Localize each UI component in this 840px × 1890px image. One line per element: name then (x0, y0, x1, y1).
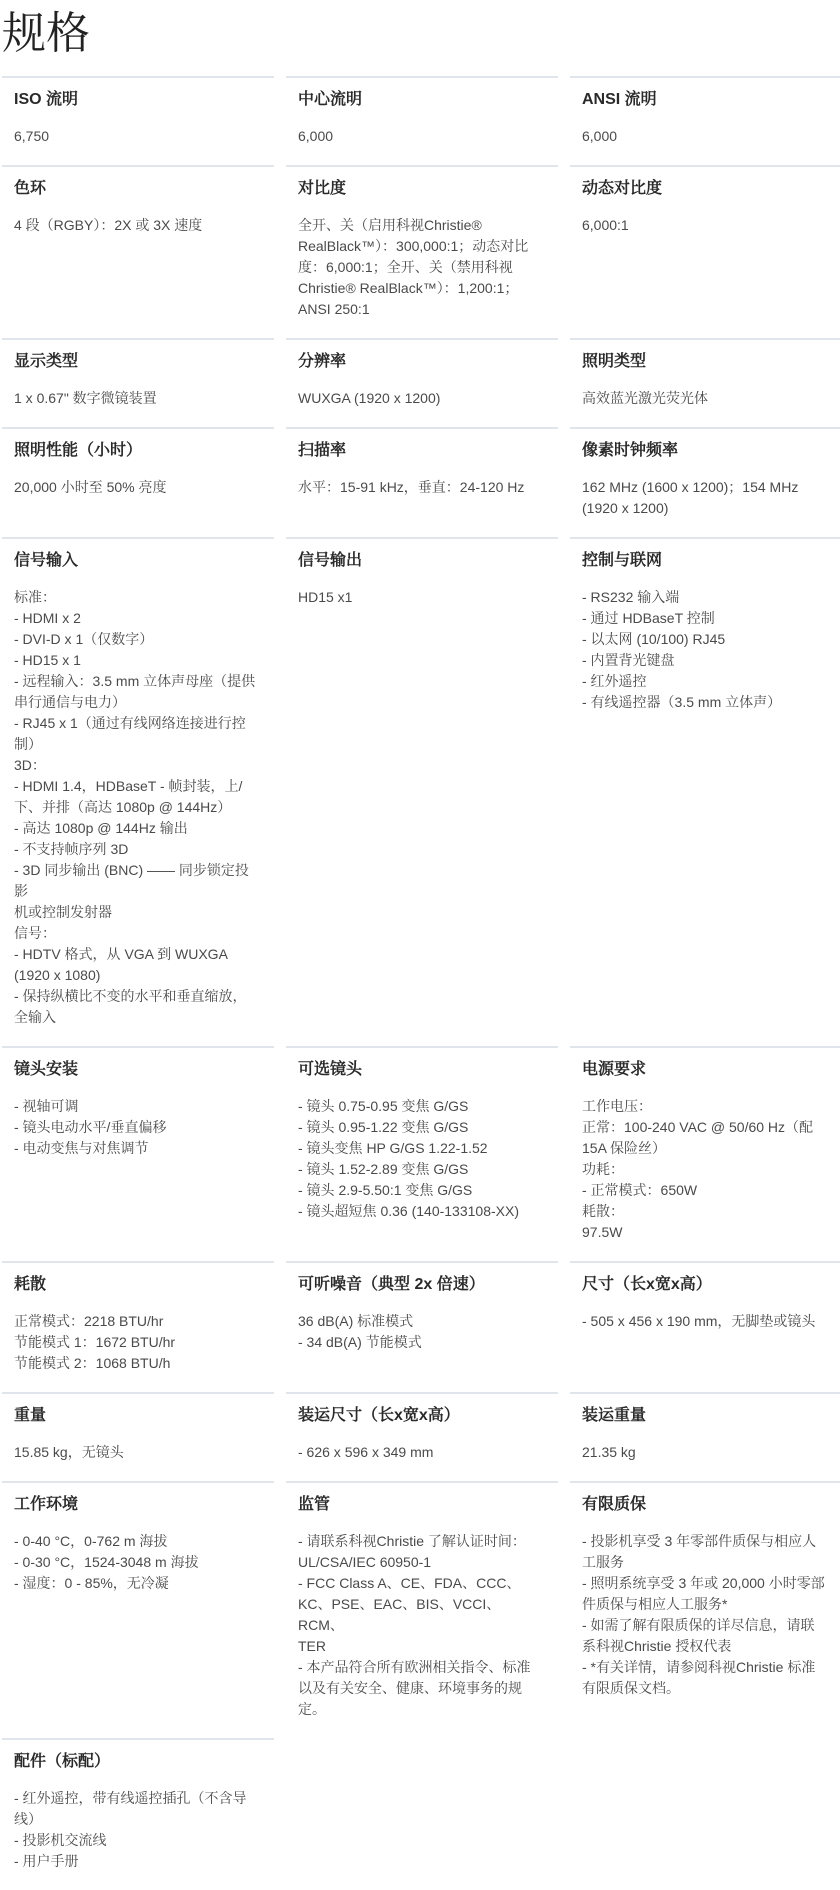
spec-value-line: 耗散： (582, 1203, 624, 1219)
spec-value (582, 1096, 830, 1243)
spec-value-line: 36 dB(A) 标准模式 (298, 1313, 414, 1329)
spec-value (14, 1442, 262, 1463)
spec-value (14, 1788, 262, 1872)
spec-value-line: RealBlack™）：300,000:1；动态对比 (298, 238, 529, 254)
spec-value-line: - 投影机交流线 (14, 1832, 107, 1848)
spec-title: 照明性能（小时） (14, 442, 143, 459)
spec-cell (570, 165, 840, 338)
spec-value-line: - 本产品符合所有欧洲相关指令、标准 (298, 1659, 531, 1675)
spec-value-line: - 以太网 (10/100) RJ45 (582, 631, 726, 647)
spec-cell (570, 76, 840, 165)
spec-value (582, 1311, 830, 1332)
spec-title: 显示类型 (14, 353, 79, 370)
spec-value-line: - 照明系统享受 3 年或 20,000 小时零部 (582, 1575, 825, 1591)
spec-value-line: - 34 dB(A) 节能模式 (298, 1334, 422, 1350)
spec-value (14, 587, 262, 1028)
spec-cell (2, 165, 274, 338)
spec-value-line: KC、PSE、EAC、BIS、VCCI、RCM、 (298, 1596, 501, 1633)
spec-value-line: - 626 x 596 x 349 mm (298, 1444, 434, 1460)
spec-value (298, 215, 546, 320)
spec-value-line: 6,000 (582, 128, 618, 144)
spec-value-line: - 内置背光键盘 (582, 652, 675, 668)
spec-cell (286, 76, 558, 165)
spec-cell (2, 1481, 274, 1738)
spec-value-line: WUXGA (1920 x 1200) (298, 390, 441, 406)
spec-title: 镜头安装 (14, 1061, 79, 1078)
spec-title: 分辨率 (298, 353, 347, 370)
spec-value-line: 1 x 0.67" 数字微镜装置 (14, 390, 157, 406)
spec-value (298, 126, 546, 147)
spec-value-line: - 电动变焦与对焦调节 (14, 1140, 149, 1156)
spec-value-line: 6,000:1 (582, 217, 629, 233)
spec-value-line: (1920 x 1080) (14, 967, 101, 983)
spec-value (582, 126, 830, 147)
spec-cell (570, 338, 840, 427)
spec-value-line: - 视轴可调 (14, 1098, 79, 1114)
spec-cell (2, 1261, 274, 1392)
spec-title: 电源要求 (582, 1061, 647, 1078)
spec-cell (570, 1392, 840, 1481)
spec-title: 照明类型 (582, 353, 647, 370)
spec-value-line: 21.35 kg (582, 1444, 636, 1460)
spec-value-line: - RS232 输入端 (582, 589, 680, 605)
spec-value-line: - FCC Class A、CE、FDA、CCC、 (298, 1575, 521, 1591)
spec-value-line: 3D： (14, 757, 46, 773)
spec-title: 像素时钟频率 (582, 442, 679, 459)
spec-cell (2, 537, 274, 1046)
spec-value-line: 节能模式 2：1068 BTU/h (14, 1355, 171, 1371)
spec-title: ISO 流明 (14, 91, 79, 108)
spec-cell (570, 427, 840, 537)
spec-value-line: - 0-40 °C，0-762 m 海拔 (14, 1533, 168, 1549)
spec-value-line: 15A 保险丝） (582, 1140, 667, 1156)
spec-cell (2, 1046, 274, 1261)
spec-cell (570, 537, 840, 1046)
spec-value-line: ANSI 250:1 (298, 301, 370, 317)
spec-value (14, 1096, 262, 1159)
spec-cell (286, 537, 558, 1046)
spec-value-line: 6,000 (298, 128, 334, 144)
spec-value-line: 全开、关（启用科视Christie® (298, 217, 482, 233)
spec-value (14, 126, 262, 147)
spec-title: 重量 (14, 1407, 47, 1424)
spec-value-line: TER (298, 1638, 326, 1654)
spec-value-line: - 高达 1080p @ 144Hz 输出 (14, 820, 188, 836)
spec-title: 装运尺寸（长x宽x高） (298, 1407, 460, 1424)
spec-value-line: - HD15 x 1 (14, 652, 81, 668)
spec-value-line: 度：6,000:1；全开、关（禁用科视 (298, 259, 513, 275)
spec-value-line: Christie® RealBlack™）：1,200:1； (298, 280, 519, 296)
spec-value-line: - 镜头 2.9-5.50:1 变焦 G/GS (298, 1182, 473, 1198)
spec-value-line: - 镜头超短焦 0.36 (140-133108-XX) (298, 1203, 519, 1219)
spec-title: 工作环境 (14, 1496, 79, 1513)
spec-value-line: 工作电压： (582, 1098, 652, 1114)
spec-value-line: - HDTV 格式，从 VGA 到 WUXGA (14, 946, 228, 962)
spec-value-line: 工服务 (582, 1554, 624, 1570)
spec-value-line: 下、并排（高达 1080p @ 144Hz） (14, 799, 232, 815)
page-title: 规格 (2, 9, 90, 58)
spec-value-line: - 0-30 °C，1524-3048 m 海拔 (14, 1554, 199, 1570)
spec-value (582, 388, 830, 409)
spec-value-line: 功耗： (582, 1161, 624, 1177)
spec-value (582, 1442, 830, 1463)
spec-value-line: - 镜头变焦 HP G/GS 1.22-1.52 (298, 1140, 488, 1156)
spec-value-line: 信号： (14, 925, 56, 941)
spec-value-line: 97.5W (582, 1224, 623, 1240)
spec-value-line: - 正常模式：650W (582, 1182, 698, 1198)
spec-grid (0, 76, 840, 1890)
spec-value-line: UL/CSA/IEC 60950-1 (298, 1554, 432, 1570)
spec-title: 信号输入 (14, 552, 79, 569)
spec-title: 耗散 (14, 1276, 47, 1293)
spec-value-line: - 505 x 456 x 190 mm，无脚垫或镜头 (582, 1313, 816, 1329)
spec-value (298, 477, 546, 498)
spec-value-line: - 用户手册 (14, 1853, 79, 1869)
spec-cell (286, 165, 558, 338)
spec-value-line: (1920 x 1200) (582, 500, 669, 516)
spec-value-line: 水平：15-91 kHz，垂直：24-120 Hz (298, 479, 525, 495)
spec-value-line: - 保持纵横比不变的水平和垂直缩放， (14, 988, 247, 1004)
spec-title: 尺寸（长x宽x高） (582, 1276, 712, 1293)
spec-value-line: - 3D 同步输出 (BNC) —— 同步锁定投影 (14, 862, 249, 899)
spec-value (298, 1531, 546, 1720)
spec-value-line: - 有线遥控器（3.5 mm 立体声） (582, 694, 782, 710)
spec-value-line: 制） (14, 736, 42, 752)
spec-cell (286, 338, 558, 427)
spec-value-line: - 如需了解有限质保的详尽信息，请联 (582, 1617, 815, 1633)
spec-value (298, 1311, 546, 1353)
spec-value-line: - 镜头 0.95-1.22 变焦 G/GS (298, 1119, 469, 1135)
spec-title: 监管 (298, 1496, 331, 1513)
spec-value-line: 节能模式 1：1672 BTU/hr (14, 1334, 176, 1350)
spec-cell (286, 1261, 558, 1392)
spec-value (14, 215, 262, 236)
spec-cell (2, 1392, 274, 1481)
spec-value-line: - 远程输入：3.5 mm 立体声母座（提供 (14, 673, 256, 689)
spec-title: 配件（标配） (14, 1753, 111, 1770)
spec-cell (570, 1261, 840, 1392)
spec-value-line: - 投影机享受 3 年零部件质保与相应人 (582, 1533, 817, 1549)
spec-title: 有限质保 (582, 1496, 647, 1513)
spec-value-line: - HDMI 1.4，HDBaseT - 帧封装，上/ (14, 778, 243, 794)
spec-value-line: HD15 x1 (298, 589, 353, 605)
spec-value-line: 4 段（RGBY）：2X 或 3X 速度 (14, 217, 203, 233)
spec-cell (570, 1046, 840, 1261)
spec-cell (286, 427, 558, 537)
spec-value-line: - DVI-D x 1（仅数字） (14, 631, 154, 647)
spec-title: 中心流明 (298, 91, 363, 108)
spec-cell (2, 1738, 274, 1890)
spec-value-line: - 请联系科视Christie 了解认证时间： (298, 1533, 526, 1549)
spec-value (14, 1311, 262, 1374)
spec-value-line: 件质保与相应人工服务* (582, 1596, 728, 1612)
spec-value-line: 15.85 kg，无镜头 (14, 1444, 124, 1460)
spec-value-line: - 红外遥控 (582, 673, 647, 689)
spec-value-line: 6,750 (14, 128, 50, 144)
spec-title: 对比度 (298, 180, 347, 197)
spec-cell (570, 1481, 840, 1738)
spec-title: 动态对比度 (582, 180, 663, 197)
spec-value-line: 有限质保文档。 (582, 1680, 680, 1696)
spec-value-line: - 湿度：0 - 85%，无冷凝 (14, 1575, 169, 1591)
spec-title: 可听噪音（典型 2x 倍速） (298, 1276, 485, 1293)
spec-title: ANSI 流明 (582, 91, 657, 108)
spec-value-line: - 不支持帧序列 3D (14, 841, 129, 857)
spec-value (582, 215, 830, 236)
spec-value (14, 1531, 262, 1594)
spec-value (14, 477, 262, 498)
spec-value-line: - 镜头 1.52-2.89 变焦 G/GS (298, 1161, 469, 1177)
spec-value (14, 388, 262, 409)
spec-title: 可选镜头 (298, 1061, 363, 1078)
spec-value-line: - HDMI x 2 (14, 610, 81, 626)
spec-title: 色环 (14, 180, 47, 197)
spec-value (298, 587, 546, 608)
spec-title: 扫描率 (298, 442, 347, 459)
spec-value-line: 全输入 (14, 1009, 56, 1025)
spec-value-line: - RJ45 x 1（通过有线网络连接进行控 (14, 715, 246, 731)
spec-cell (286, 1481, 558, 1738)
spec-value-line: 162 MHz (1600 x 1200)；154 MHz (582, 479, 799, 495)
spec-value-line: 高效蓝光激光荧光体 (582, 390, 708, 406)
spec-value-line: 正常模式：2218 BTU/hr (14, 1313, 164, 1329)
spec-cell (2, 338, 274, 427)
spec-title: 控制与联网 (582, 552, 663, 569)
spec-value-line: 串行通信与电力） (14, 694, 126, 710)
spec-value (298, 1096, 546, 1222)
spec-value (582, 477, 830, 519)
spec-value-line: 正常：100-240 VAC @ 50/60 Hz（配 (582, 1119, 814, 1135)
spec-value-line: 定。 (298, 1701, 326, 1717)
spec-value-line: - 镜头电动水平/垂直偏移 (14, 1119, 167, 1135)
spec-value-line: 20,000 小时至 50% 亮度 (14, 479, 167, 495)
spec-value (298, 388, 546, 409)
spec-value-line: 标准： (14, 589, 56, 605)
spec-value-line: - *有关详情，请参阅科视Christie 标准 (582, 1659, 816, 1675)
spec-cell (286, 1046, 558, 1261)
spec-value-line: 系科视Christie 授权代表 (582, 1638, 732, 1654)
spec-value-line: - 通过 HDBaseT 控制 (582, 610, 715, 626)
spec-cell (286, 1392, 558, 1481)
spec-value-line: 线） (14, 1811, 42, 1827)
spec-value-line: 以及有关安全、健康、环境事务的规 (298, 1680, 522, 1696)
spec-value-line: - 红外遥控，带有线遥控插孔（不含导 (14, 1790, 247, 1806)
spec-value (582, 587, 830, 713)
spec-value-line: - 镜头 0.75-0.95 变焦 G/GS (298, 1098, 469, 1114)
spec-cell (2, 76, 274, 165)
spec-title: 信号输出 (298, 552, 363, 569)
spec-value (298, 1442, 546, 1463)
spec-title: 装运重量 (582, 1407, 647, 1424)
spec-cell (2, 427, 274, 537)
spec-value (582, 1531, 830, 1699)
spec-value-line: 机或控制发射器 (14, 904, 112, 920)
